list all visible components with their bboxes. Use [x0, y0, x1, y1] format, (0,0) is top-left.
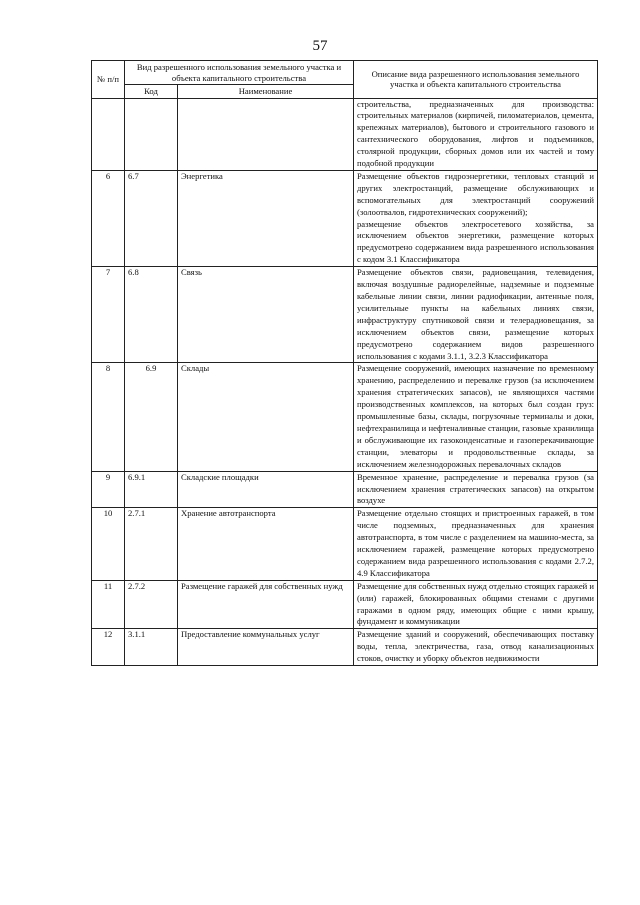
row-description — [354, 471, 598, 508]
description-paragraph: Размещение объектов гидроэнергетики, тепловых станций и других электростанций, размещение обслуживающих и вспомогательных для электростанций сооружений (золоотвалов, гидротехнических сооружений); — [357, 170, 594, 217]
row-name: Хранение автотранспорта — [178, 508, 354, 580]
table-row — [92, 170, 598, 266]
table-row — [92, 580, 598, 629]
row-code: 3.1.1 — [125, 629, 178, 666]
row-code: 6.9.1 — [125, 471, 178, 508]
row-description — [354, 98, 598, 170]
land-use-table — [91, 60, 598, 666]
row-name: Предоставление коммунальных услуг — [178, 629, 354, 666]
row-name — [178, 98, 354, 170]
table-row — [92, 267, 598, 363]
row-num: 7 — [92, 267, 125, 363]
row-description — [354, 170, 598, 266]
table-row — [92, 629, 598, 666]
row-num: 8 — [92, 363, 125, 471]
row-code: 6.9 — [125, 363, 178, 471]
description-paragraph: Размещение сооружений, имеющих назначение по временному хранению, распределению и перевалке грузов (за исключением хранения стратегических запасов), не являющихся частями производственных комплексов, на которых был создан груз: промышленные базы, склады, погрузочные терминалы и доки, нефтехранилища и нефтеналивные станции, газовые хранилища и обслуживающие их газоконденсатные и газоперекачивающие станции, элеваторы и продовольственные склады, за исключением железнодорожных перевалочных складов — [357, 363, 594, 469]
header-row — [92, 61, 598, 85]
table-row — [92, 363, 598, 471]
row-num: 6 — [92, 170, 125, 266]
row-name: Складские площадки — [178, 471, 354, 508]
description-paragraph: Размещение объектов связи, радиовещания, телевидения, включая воздушные радиорелейные, надземные и подземные кабельные линии связи, линии радиофикации, антенные поля, усилительные пункты на кабельных линиях связи, инфраструктуру спутниковой связи и телерадиовещания, за исключением объектов связи, размещение которых предусмотрено содержанием видов разрешенного использования с кодами 3.1.1, 3.2.3 Классификатора — [357, 267, 594, 361]
row-name: Энергетика — [178, 170, 354, 266]
row-code: 2.7.1 — [125, 508, 178, 580]
description-paragraph: Размещение для собственных нужд отдельно стоящих гаражей и (или) гаражей, блокированных общими стенами с другими гаражами в одном ряду, имеющих общие с ними крышу, фундамент и коммуникации — [357, 580, 594, 627]
row-num: 11 — [92, 580, 125, 629]
row-description — [354, 267, 598, 363]
row-code: 2.7.2 — [125, 580, 178, 629]
row-code — [125, 98, 178, 170]
table-row — [92, 98, 598, 170]
description-paragraph: Размещение отдельно стоящих и пристроенных гаражей, в том числе подземных, предназначенных для хранения автотранспорта, в том числе с разделением на машино-места, за исключением гаражей, размещение которых предусмотрено содержанием вида разрешенного использования с кодами 2.7.2, 4.9 Классификатора — [357, 508, 594, 578]
description-paragraph: строительства, предназначенных для производства: строительных материалов (кирпичей, пиломатериалов, цемента, крепежных материалов), бытового и строительного газового и сантехнического оборудования, лифтов и подъемников, столярной продукции, сборных домов или их частей и тому подобной продукции — [357, 98, 594, 169]
row-num: 12 — [92, 629, 125, 666]
row-description — [354, 508, 598, 580]
row-code: 6.8 — [125, 267, 178, 363]
header-code: Код — [125, 85, 178, 99]
row-code: 6.7 — [125, 170, 178, 266]
row-num: 9 — [92, 471, 125, 508]
row-description — [354, 629, 598, 666]
page-number: 57 — [312, 38, 328, 54]
row-num — [92, 98, 125, 170]
row-description — [354, 580, 598, 629]
row-name: Склады — [178, 363, 354, 471]
header-name: Наименование — [178, 85, 354, 99]
row-description — [354, 363, 598, 471]
row-name: Связь — [178, 267, 354, 363]
header-description: Описание вида разрешенного использования земельного участка и объекта капитального строительства — [354, 61, 598, 99]
table-row — [92, 508, 598, 580]
table-row — [92, 471, 598, 508]
header-group: Вид разрешенного использования земельного участка и объекта капитального строительства — [125, 61, 354, 85]
header-num: № п/п — [92, 61, 125, 99]
description-paragraph: Размещение зданий и сооружений, обеспечивающих поставку воды, тепла, электричества, газа, отвод канализационных стоков, очистку и уборку объектов недвижимости — [357, 629, 594, 664]
row-num: 10 — [92, 508, 125, 580]
description-paragraph: Временное хранение, распределение и перевалка грузов (за исключением хранения стратегических запасов) на открытом воздухе — [357, 471, 594, 506]
row-name: Размещение гаражей для собственных нужд — [178, 580, 354, 629]
description-paragraph: размещение объектов электросетевого хозяйства, за исключением объектов энергетики, размещение которых предусмотрено содержанием вида разрешенного использования с кодом 3.1 Классификатора — [357, 218, 594, 265]
